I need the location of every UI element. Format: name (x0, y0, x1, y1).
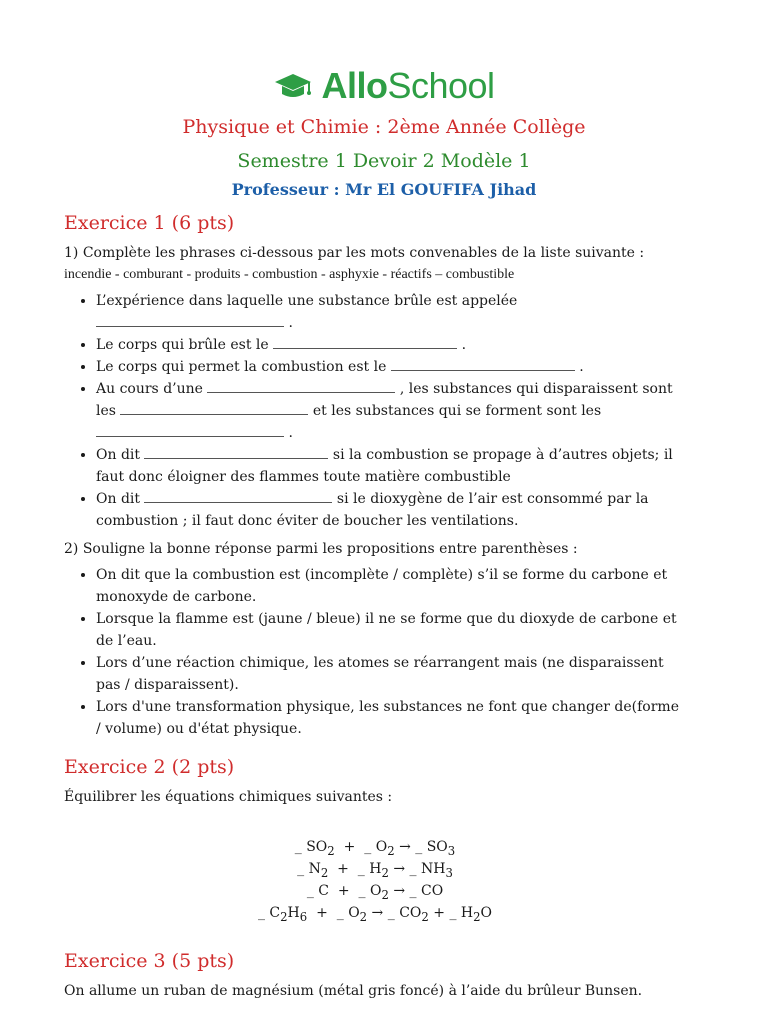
list-item: • Le corps qui permet la combustion est le . (96, 356, 686, 378)
brand-name-rest: School (387, 65, 495, 106)
answer-blank[interactable] (144, 488, 332, 503)
item-text: L’expérience dans laquelle une substance brûle est appelée (96, 293, 518, 309)
brand-name-bold: Allo (321, 65, 388, 106)
graduation-cap-icon (273, 66, 313, 106)
coef-blank[interactable]: _ (336, 905, 344, 921)
coef-blank[interactable]: _ (364, 839, 372, 855)
list-item: • Lors d'une transformation physique, les substances ne font que changer de(forme / volume) ou d'état physique. (96, 696, 686, 740)
chemical-equations (64, 836, 686, 924)
subscript: 2 (327, 843, 335, 858)
plus-sign: + (343, 839, 356, 855)
document-title: Physique et Chimie : 2ème Année Collège (182, 116, 586, 138)
item-text: , les substances qui disparaissent sont les (96, 381, 673, 419)
subscript: 2 (280, 909, 288, 924)
plus-sign: + (337, 883, 350, 899)
formula: SO (426, 839, 448, 855)
formula: C (269, 905, 281, 921)
formula: SO (306, 839, 328, 855)
formula: NH (420, 861, 446, 877)
ex3-intro: On allume un ruban de magnésium (métal gris foncé) à l’aide du brûleur Bunsen. (64, 983, 643, 999)
coef-blank[interactable]: _ (358, 883, 366, 899)
plus-sign: + (316, 905, 328, 921)
exercise-3-heading: Exercice 3 (5 pts) (64, 950, 235, 972)
list-item: • Le corps qui brûle est le . (96, 334, 686, 356)
subscript: 2 (473, 909, 481, 924)
formula: H (460, 905, 474, 921)
coef-blank[interactable]: _ (387, 905, 395, 921)
alloschool-logo[interactable] (0, 66, 768, 106)
subscript: 3 (445, 865, 453, 880)
exam-content (64, 210, 686, 1002)
formula: N (308, 861, 321, 877)
item-text: si la combustion se propage à d’autres objets; il faut donc éloigner des flammes toute matière combustible (96, 447, 673, 485)
equation-4 (64, 902, 686, 924)
brand-name (321, 66, 494, 106)
answer-blank[interactable] (96, 312, 284, 327)
coef-blank[interactable]: _ (449, 905, 457, 921)
subscript: 2 (421, 909, 429, 924)
subscript: 2 (381, 865, 389, 880)
list-item (96, 444, 686, 488)
formula: CO (420, 883, 444, 899)
answer-blank[interactable] (391, 356, 575, 371)
exercise-2-heading: Exercice 2 (2 pts) (64, 756, 235, 778)
subscript: 2 (381, 887, 389, 902)
item-text: Au cours d’une (96, 381, 203, 397)
professor-name: Professeur : Mr El GOUFIFA Jihad (231, 180, 537, 199)
ex1-q2-intro: 2) Souligne la bonne réponse parmi les propositions entre parenthèses : (64, 541, 578, 557)
formula: H (369, 861, 382, 877)
item-text: si le dioxygène de l’air est consommé par la combustion ; il faut donc éviter de boucher les ventilations. (96, 491, 649, 529)
coef-blank[interactable]: _ (415, 839, 423, 855)
answer-blank[interactable] (273, 334, 457, 349)
subscript: 2 (359, 909, 368, 924)
document-subtitle: Semestre 1 Devoir 2 Modèle 1 (237, 150, 531, 172)
coef-blank[interactable]: _ (257, 905, 265, 921)
list-item: • Lorsque la flamme est (jaune / bleue) il ne se forme que du dioxyde de carbone et de l’eau. (96, 608, 686, 652)
item-text: Le corps qui brûle est le (96, 337, 269, 353)
plus-sign: + (337, 861, 349, 877)
subscript: 6 (299, 909, 308, 924)
list-item: • L’expérience dans laquelle une substance brûle est appelée . (96, 290, 686, 334)
formula: CO (399, 905, 422, 921)
answer-blank[interactable] (144, 444, 328, 459)
ex1-fill-blank-list (64, 290, 686, 532)
coef-blank[interactable]: _ (297, 861, 305, 877)
subscript: 3 (447, 843, 456, 858)
equation-1 (64, 836, 686, 858)
list-item (96, 488, 686, 532)
arrow-icon: → (393, 883, 406, 899)
item-text: et les substances qui se forment sont les (312, 403, 602, 419)
item-text: On dit (96, 447, 141, 463)
ex1-q1-intro: 1) Complète les phrases ci-dessous par les mots convenables de la liste suivante : (64, 245, 645, 261)
equation-3 (64, 880, 686, 902)
subscript: 2 (320, 865, 329, 880)
answer-blank[interactable] (96, 422, 284, 437)
ex2-intro: Équilibrer les équations chimiques suivantes : (64, 789, 393, 805)
list-item: • Au cours d’une , les substances qui disparaissent sont les et les substances qui se forment sont les . (96, 378, 686, 444)
coef-blank[interactable]: _ (409, 883, 417, 899)
equation-2 (64, 858, 686, 880)
arrow-icon: → (399, 839, 411, 855)
coef-blank[interactable]: _ (409, 861, 417, 877)
coef-blank[interactable]: _ (306, 883, 314, 899)
arrow-icon: → (371, 905, 384, 921)
formula: C (318, 883, 329, 899)
formula: O (375, 839, 388, 855)
ex1-word-list: incendie - comburant - produits - combustion - asphyxie - réactifs – combustible (64, 267, 515, 282)
arrow-icon: → (393, 861, 406, 877)
answer-blank[interactable] (120, 400, 308, 415)
formula: O (348, 905, 360, 921)
item-text: On dit (96, 491, 141, 507)
exercise-1-heading: Exercice 1 (6 pts) (64, 212, 235, 234)
formula: O (369, 883, 382, 899)
subscript: 2 (387, 843, 395, 858)
coef-blank[interactable]: _ (294, 839, 302, 855)
item-text: Le corps qui permet la combustion est le (96, 359, 387, 375)
list-item: • Lors d’une réaction chimique, les atomes se réarrangent mais (ne disparaissent pas / disparaissent). (96, 652, 686, 696)
list-item: • On dit que la combustion est (incomplète / complète) s’il se forme du carbone et monoxyde de carbone. (96, 564, 686, 608)
formula: H (287, 905, 300, 921)
coef-blank[interactable]: _ (357, 861, 365, 877)
formula: O (480, 905, 493, 921)
plus-sign: + (433, 905, 445, 921)
ex1-choice-list (64, 564, 686, 740)
answer-blank[interactable] (207, 378, 395, 393)
